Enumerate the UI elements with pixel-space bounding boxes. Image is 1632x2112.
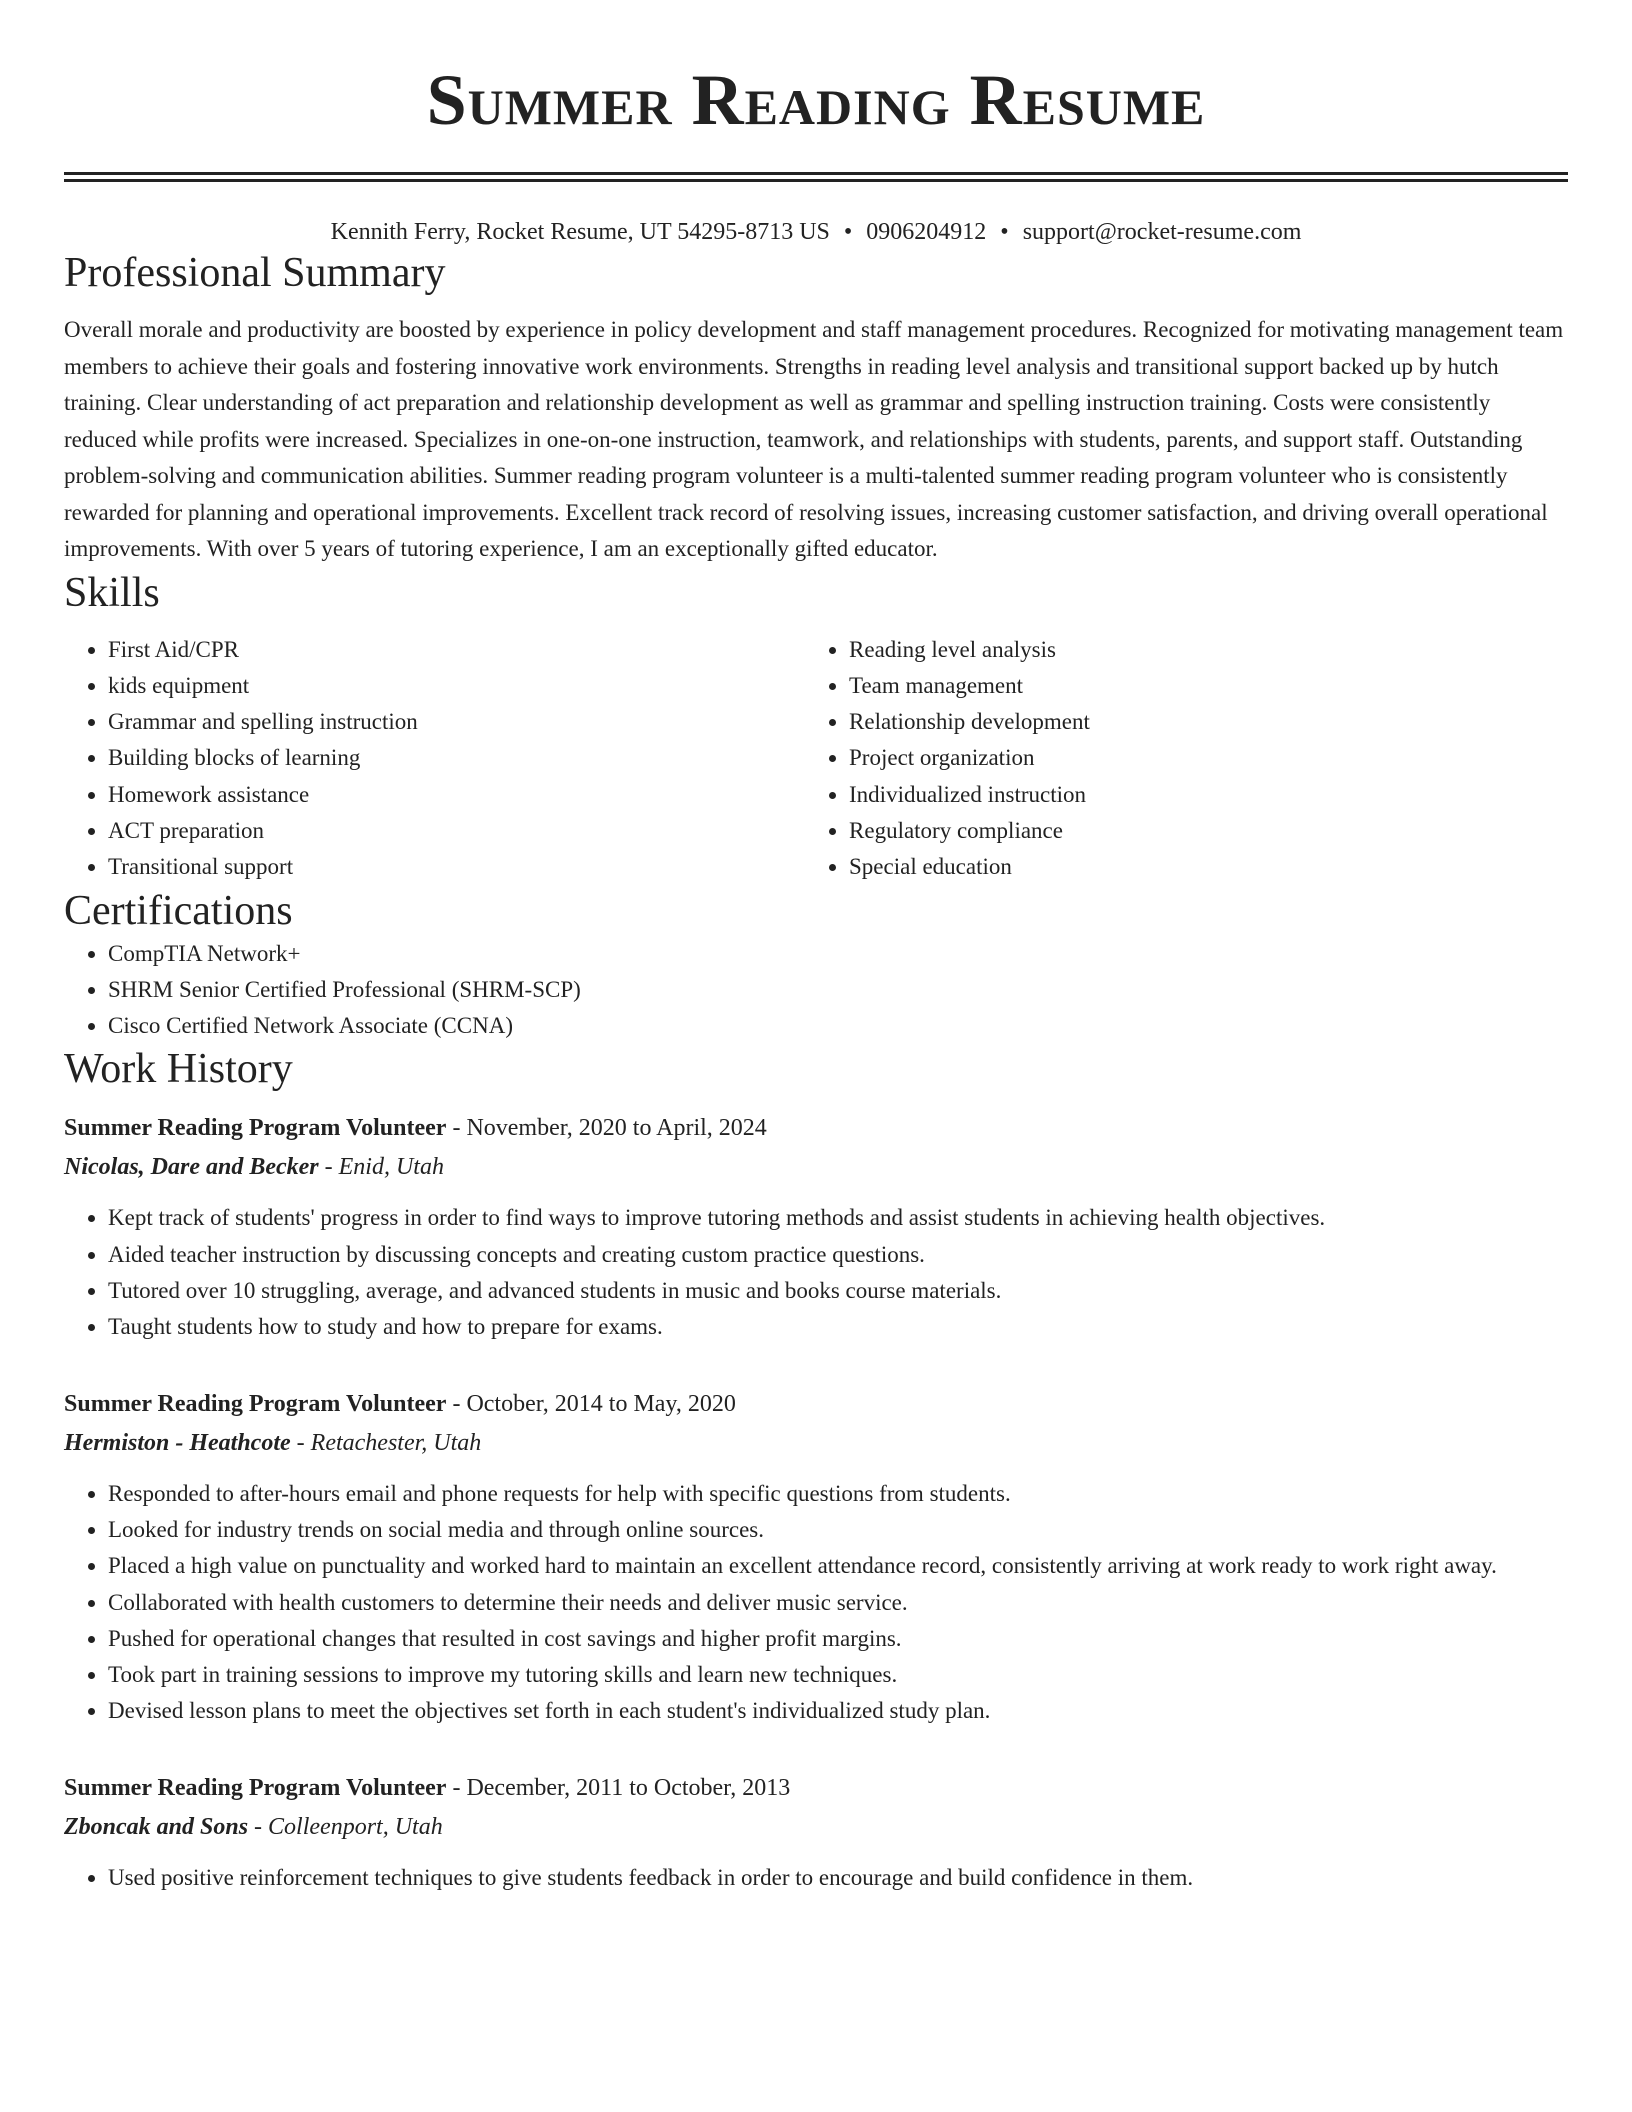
job-bullet: • Kept track of students' progress in order to find ways to improve tutoring methods and assist students in achieving health objectives. — [108, 1200, 1568, 1236]
job-bullet: • Aided teacher instruction by discussing concepts and creating custom practice questions. — [108, 1237, 1568, 1273]
contact-phone: 0906204912 — [866, 219, 987, 245]
skill-item: • Team management — [849, 668, 1568, 704]
certification-item: • Cisco Certified Network Associate (CCNA) — [108, 1008, 1568, 1044]
certifications-list — [64, 936, 1568, 1045]
job-bullets — [64, 1476, 1568, 1730]
resume-title: Summer Reading Resume — [426, 60, 1206, 140]
job-bullet: • Pushed for operational changes that resulted in cost savings and higher profit margins. — [108, 1621, 1568, 1657]
skill-item: • Homework assistance — [108, 777, 805, 813]
job-bullet: • Looked for industry trends on social media and through online sources. — [108, 1512, 1568, 1548]
skills-list-left — [64, 632, 805, 886]
job-bullet: • Collaborated with health customers to determine their needs and deliver music service. — [108, 1585, 1568, 1621]
skill-item: • Transitional support — [108, 849, 805, 885]
skills-list-right — [805, 632, 1568, 886]
skill-item: • ACT preparation — [108, 813, 805, 849]
title-double-rule — [64, 172, 1568, 182]
job-location: Enid, Utah — [338, 1154, 444, 1181]
job-entry — [64, 1384, 1568, 1730]
skill-item: • Relationship development — [849, 704, 1568, 740]
skill-item: • Individualized instruction — [849, 777, 1568, 813]
job-title-line: Summer Reading Program Volunteer - November, 2020 to April, 2024 — [64, 1115, 767, 1142]
skill-item: • Building blocks of learning — [108, 740, 805, 776]
work-history-list — [64, 1108, 1568, 1896]
job-title-line: Summer Reading Program Volunteer - December, 2011 to October, 2013 — [64, 1774, 791, 1801]
contact-address: Kennith Ferry, Rocket Resume, UT 54295-8713 US — [330, 219, 830, 245]
work-history-heading: Work History — [64, 1046, 293, 1093]
contact-email: support@rocket-resume.com — [1022, 219, 1302, 245]
job-dates: November, 2020 to April, 2024 — [466, 1115, 767, 1142]
job-company: Nicolas, Dare and Becker — [64, 1154, 319, 1181]
job-bullet: • Used positive reinforcement techniques to give students feedback in order to encourage and build confidence in them. — [108, 1860, 1568, 1896]
job-bullet: • Placed a high value on punctuality and worked hard to maintain an excellent attendance record, consistently arriving at work ready to work right away. — [108, 1548, 1568, 1584]
job-bullet: • Took part in training sessions to improve my tutoring skills and learn new techniques. — [108, 1657, 1568, 1693]
job-bullet: • Tutored over 10 struggling, average, and advanced students in music and books course materials. — [108, 1273, 1568, 1309]
skills-heading: Skills — [64, 569, 160, 616]
skill-item: • First Aid/CPR — [108, 632, 805, 668]
skill-item: • Special education — [849, 849, 1568, 885]
summary-text: Overall morale and productivity are boosted by experience in policy development and staff management procedures. Recognized for motivating management team members to achieve their goals and fostering innovative work environments. Strengths in reading level analysis and transitional support backed up by hutch training. Clear understanding of act preparation and relationship development as well as grammar and spelling instruction training. Costs were consistently reduced while profits were increased. Specializes in one-on-one instruction, teamwork, and relationships with students, parents, and support staff. Outstanding problem-solving and communication abilities. Summer reading program volunteer is a multi-talented summer reading program volunteer who is consistently rewarded for planning and operational improvements. Excellent track record of resolving issues, increasing customer satisfaction, and driving overall operational improvements. With over 5 years of tutoring experience, I am an exceptionally gifted educator. — [64, 317, 1564, 561]
job-location: Retachester, Utah — [310, 1429, 482, 1456]
contact-separator: • — [1000, 219, 1009, 245]
job-bullet: • Devised lesson plans to meet the objectives set forth in each student's individualized study plan. — [108, 1693, 1568, 1729]
certification-item: • SHRM Senior Certified Professional (SHRM-SCP) — [108, 972, 1568, 1008]
job-title: Summer Reading Program Volunteer — [64, 1115, 447, 1142]
contact-line — [64, 216, 1568, 248]
skills-columns — [64, 632, 1568, 886]
job-title: Summer Reading Program Volunteer — [64, 1390, 447, 1417]
job-dates: December, 2011 to October, 2013 — [466, 1774, 791, 1801]
job-bullets — [64, 1200, 1568, 1345]
job-bullet: • Responded to after-hours email and phone requests for help with specific questions from students. — [108, 1476, 1568, 1512]
job-title-line: Summer Reading Program Volunteer - October, 2014 to May, 2020 — [64, 1390, 736, 1417]
skill-item: • Regulatory compliance — [849, 813, 1568, 849]
skill-item: • Grammar and spelling instruction — [108, 704, 805, 740]
job-entry — [64, 1108, 1568, 1345]
certifications-heading: Certifications — [64, 887, 293, 934]
job-company-line: Zboncak and Sons - Colleenport, Utah — [64, 1813, 443, 1840]
job-bullet: • Taught students how to study and how to prepare for exams. — [108, 1309, 1568, 1345]
job-company: Zboncak and Sons — [64, 1813, 249, 1840]
contact-separator: • — [843, 219, 853, 245]
job-bullets — [64, 1860, 1568, 1896]
summary-heading: Professional Summary — [64, 250, 446, 296]
job-title: Summer Reading Program Volunteer — [64, 1774, 447, 1801]
skill-item: • kids equipment — [108, 668, 805, 704]
job-company-line: Hermiston - Heathcote - Retachester, Utah — [64, 1429, 482, 1456]
resume-page — [64, 0, 1568, 1896]
certification-item: • CompTIA Network+ — [108, 936, 1568, 972]
job-location: Colleenport, Utah — [268, 1813, 443, 1840]
job-dates: October, 2014 to May, 2020 — [466, 1390, 736, 1417]
skill-item: • Reading level analysis — [849, 632, 1568, 668]
job-entry — [64, 1768, 1568, 1896]
job-company-line: Nicolas, Dare and Becker - Enid, Utah — [64, 1154, 444, 1181]
skill-item: • Project organization — [849, 740, 1568, 776]
job-company: Hermiston - Heathcote — [64, 1429, 291, 1456]
